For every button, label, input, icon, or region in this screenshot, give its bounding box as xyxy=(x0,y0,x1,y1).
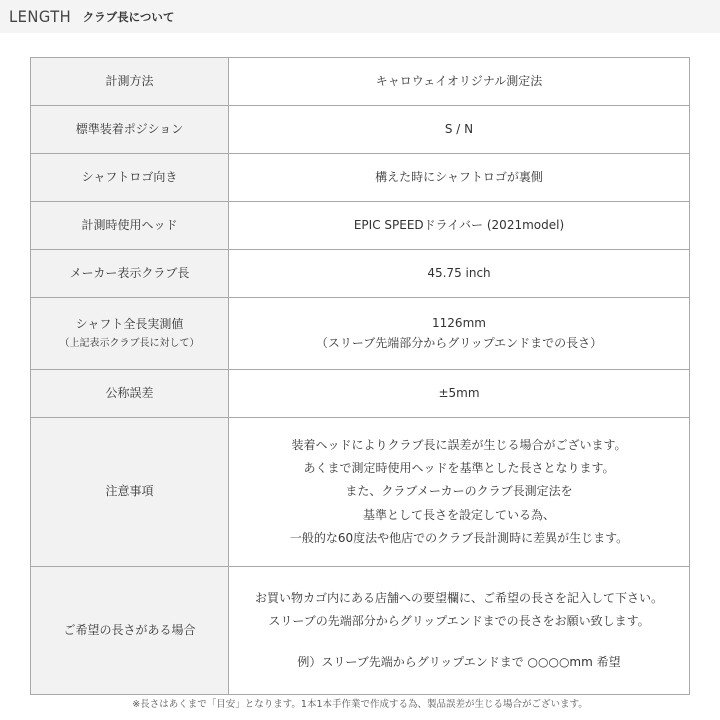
table-row-desired-length xyxy=(31,567,690,695)
row-label: 公称誤差 xyxy=(31,370,229,418)
notes-cell xyxy=(229,418,690,567)
row-label: 計測方法 xyxy=(31,58,229,106)
row-label: 計測時使用ヘッド xyxy=(31,202,229,250)
table-row-measurement-method xyxy=(31,58,690,106)
section-title: LENGTH xyxy=(9,7,72,26)
row-value: 1126mm xyxy=(432,316,486,331)
row-value: キャロウェイオリジナル測定法 xyxy=(229,58,690,106)
footnote: ※長さはあくまで「目安」となります。1本1本手作業で作成する為、製品誤差が生じる場合がございます。 xyxy=(132,699,588,710)
row-label: 標準装着ポジション xyxy=(31,106,229,154)
table-row-measurement-head xyxy=(31,202,690,250)
note-line: また、クラブメーカーのクラブ長測定法を xyxy=(345,484,573,499)
row-label-sub: （上記表示クラブ長に対して） xyxy=(59,337,200,349)
note-line: 一般的な60度法や他店でのクラブ長計測時に差異が生じます。 xyxy=(289,531,629,546)
row-label: シャフト全長実測値 xyxy=(75,317,184,332)
row-label: シャフトロゴ向き xyxy=(31,154,229,202)
row-value: 45.75 inch xyxy=(229,250,690,298)
table-row-shaft-actual-length xyxy=(31,298,690,370)
table-row-maker-club-length xyxy=(31,250,690,298)
row-label: ご希望の長さがある場合 xyxy=(31,567,229,695)
table-row-shaft-logo xyxy=(31,154,690,202)
row-value: ±5mm xyxy=(229,370,690,418)
example-line: 例）スリーブ先端からグリップエンドまで ○○○○mm 希望 xyxy=(297,655,621,670)
instruction-line: スリーブの先端部分からグリップエンドまでの長さをお願い致します。 xyxy=(268,613,650,628)
row-value-cell xyxy=(229,298,690,370)
table-row-notes xyxy=(31,418,690,567)
row-value: 構えた時にシャフトロゴが裏側 xyxy=(229,154,690,202)
row-value: S / N xyxy=(229,106,690,154)
row-value-line2: （スリーブ先端部分からグリップエンドまでの長さ） xyxy=(315,335,603,350)
table-row-standard-position xyxy=(31,106,690,154)
table-row-tolerance xyxy=(31,370,690,418)
row-label: 注意事項 xyxy=(31,418,229,567)
spacer xyxy=(229,632,689,651)
note-line: あくまで測定時使用ヘッドを基準とした長さとなります。 xyxy=(303,460,615,475)
spec-table xyxy=(30,57,690,695)
section-subtitle: クラブ長について xyxy=(82,9,175,24)
row-value: EPIC SPEEDドライバー (2021model) xyxy=(229,202,690,250)
desired-length-cell xyxy=(229,567,690,695)
note-line: 基準として長さを設定している為、 xyxy=(362,507,555,522)
row-label-cell xyxy=(31,298,229,370)
section-header xyxy=(0,0,720,33)
instruction-line: お買い物カゴ内にある店舗への要望欄に、ご希望の長さを記入して下さい。 xyxy=(254,590,663,605)
row-label: メーカー表示クラブ長 xyxy=(31,250,229,298)
note-line: 装着ヘッドによりクラブ長に誤差が生じる場合がございます。 xyxy=(291,437,627,452)
